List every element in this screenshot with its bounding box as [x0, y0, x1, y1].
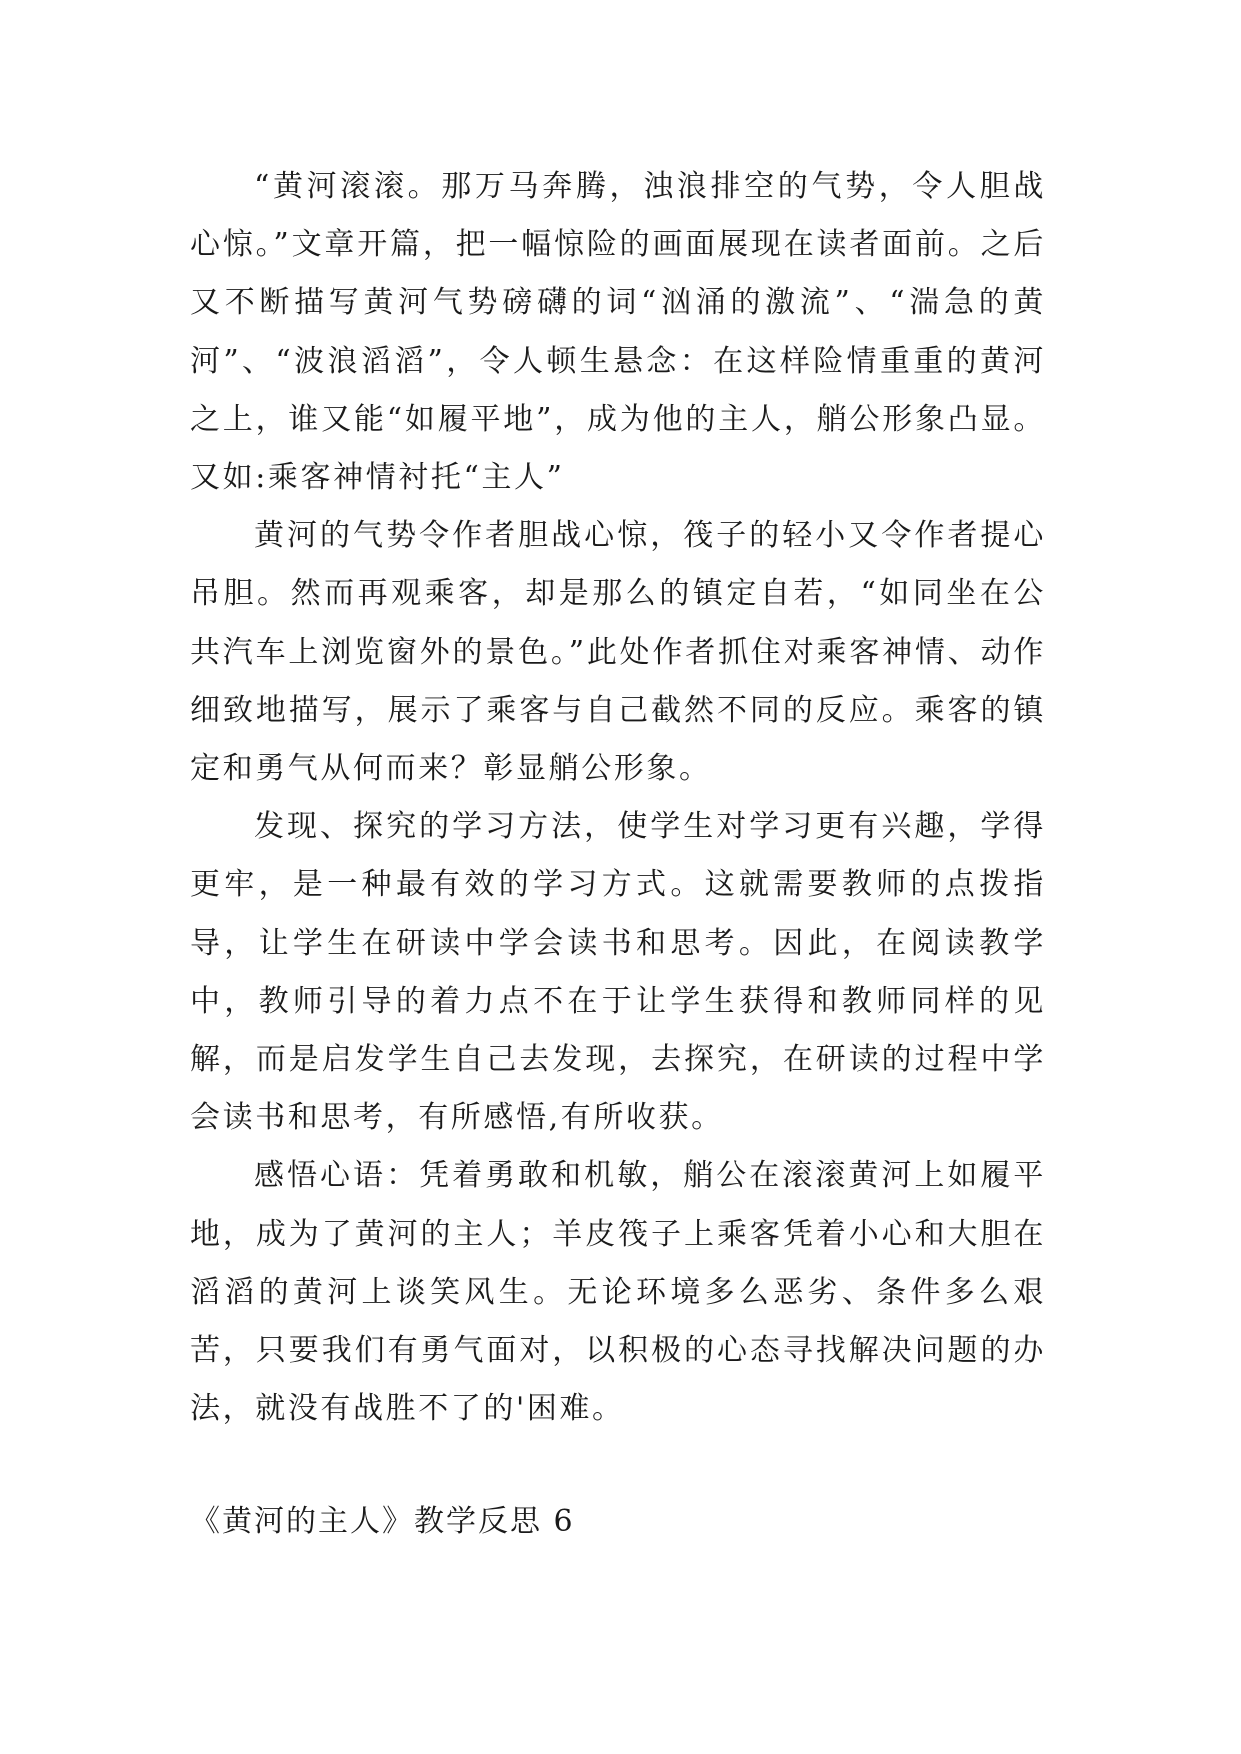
paragraph-opening-analysis: “黄河滚滚。那万马奔腾，浊浪排空的气势，令人胆战心惊。”文章开篇，把一幅惊险的画面展现在读者面前。之后又不断描写黄河气势磅礴的词“汹涌的激流”、“湍急的黄河”、“波浪滔滔”，令人顿生悬念：在这样险情重重的黄河之上，谁又能“如履平地”，成为他的主人，艄公形象凸显。又如:乘客神情衬托“主人” [190, 169, 1046, 496]
document-body [190, 158, 1046, 1438]
paragraph-passenger-analysis: 黄河的气势令作者胆战心惊，筏子的轻小又令作者提心吊胆。然而再观乘客，却是那么的镇定自若，“如同坐在公共汽车上浏览窗外的景色。”此处作者抓住对乘客神情、动作细致地描写，展示了乘客与自己截然不同的反应。乘客的镇定和勇气从何而来？彰显艄公形象。 [190, 518, 1046, 787]
paragraph-reflection: 感悟心语：凭着勇敢和机敏，艄公在滚滚黄河上如履平地，成为了黄河的主人；羊皮筏子上乘客凭着小心和大胆在滔滔的黄河上谈笑风生。无论环境多么恶劣、条件多么艰苦，只要我们有勇气面对，以积极的心态寻找解决问题的办法，就没有战胜不了的'困难。 [190, 1158, 1046, 1427]
section-heading: 《黄河的主人》教学反思 6 [190, 1504, 575, 1539]
paragraph-learning-method: 发现、探究的学习方法，使学生对学习更有兴趣，学得更牢，是一种最有效的学习方式。这就需要教师的点拨指导，让学生在研读中学会读书和思考。因此，在阅读教学中，教师引导的着力点不在于让学生获得和教师同样的见解，而是启发学生自己去发现，去探究，在研读的过程中学会读书和思考，有所感悟,有所收获。 [190, 809, 1046, 1136]
